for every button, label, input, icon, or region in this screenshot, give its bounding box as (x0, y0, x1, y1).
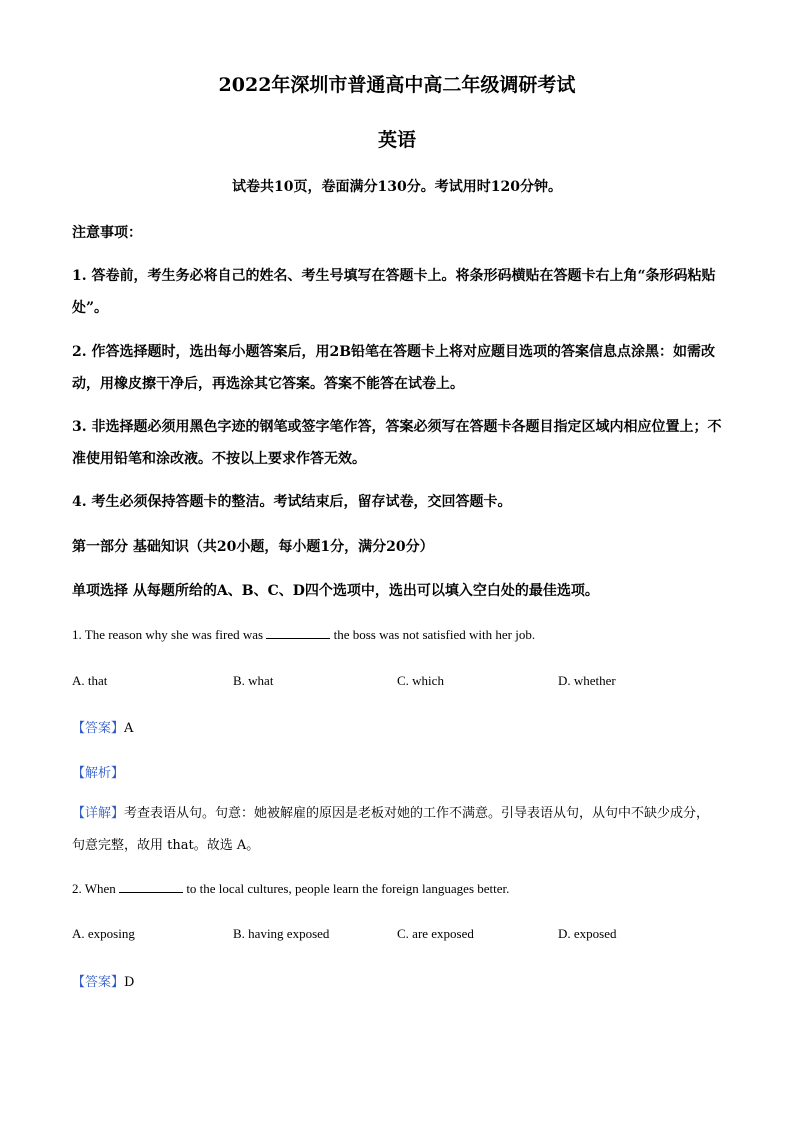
exam-info: 试卷共10页，卷面满分130分。考试用时120分钟。 (232, 179, 562, 195)
notice-item-3: 3. 非选择题必须用黑色字迹的钢笔或签字笔作答，答案必须写在答题卡各题目指定区域内相应位置上；不准使用铅笔和涂改液。不按以上要求作答无效。 (72, 419, 722, 467)
question-1-option-d: D. whether (558, 673, 616, 688)
question-1-option-c: C. which (397, 673, 444, 688)
answer-value: A (124, 721, 134, 736)
question-2 (72, 881, 732, 897)
question-2-option-c: C. are exposed (397, 926, 474, 941)
notice-heading: 注意事项： (72, 225, 142, 241)
part1-instruction: 单项选择 从每题所给的A、B、C、D四个选项中，选出可以填入空白处的最佳选项。 (72, 583, 599, 599)
question-1-option-b: B. what (233, 673, 274, 688)
part1-heading: 第一部分 基础知识（共20小题，每小题1分，满分20分） (72, 539, 434, 555)
notice-item-4: 4. 考生必须保持答题卡的整洁。考试结束后，留存试卷，交回答题卡。 (72, 494, 512, 510)
answer-label: 【答案】 (72, 721, 125, 736)
question-2-options (72, 926, 732, 944)
question-1-option-a: A. that (72, 673, 108, 688)
question-2-stem-end: to the local cultures, people learn the foreign languages better. (183, 881, 510, 896)
analysis-label: 【解析】 (72, 766, 125, 781)
question-1-blank (266, 627, 330, 639)
question-2-option-a: A. exposing (72, 926, 135, 941)
question-1-stem-end: the boss was not satisfied with her job. (330, 627, 536, 642)
question-2-blank (119, 881, 183, 893)
notice-item-1: 1. 答卷前，考生务必将自己的姓名、考生号填写在答题卡上。将条形码横贴在答题卡右上角“条形码粘贴处”。 (72, 268, 716, 316)
subject-title: 英语 (377, 129, 416, 151)
question-1 (72, 627, 732, 643)
detail-label: 【详解】 (72, 806, 125, 821)
question-1-options (72, 673, 732, 691)
answer-value: D (124, 975, 135, 990)
question-1-stem-start: 1. The reason why she was fired was (72, 627, 267, 642)
question-1-analysis (72, 762, 124, 781)
question-1-detail (72, 798, 722, 862)
exam-title: 2022年深圳市普通高中高二年级调研考试 (218, 74, 576, 96)
question-2-option-d: D. exposed (558, 926, 617, 941)
question-2-stem-start: 2. When (72, 881, 120, 896)
notice-item-2: 2. 作答选择题时，选出每小题答案后，用2B铅笔在答题卡上将对应题目选项的答案信息点涂黑：如需改动，用橡皮擦干净后，再选涂其它答案。答案不能答在试卷上。 (72, 344, 716, 392)
question-1-answer (72, 717, 133, 736)
detail-text: 考查表语从句。句意：她被解雇的原因是老板对她的工作不满意。引导表语从句，从句中不缺少成分，句意完整，故用 that。故选 A。 (72, 806, 710, 853)
question-2-option-b: B. having exposed (233, 926, 330, 941)
answer-label: 【答案】 (72, 975, 125, 990)
question-2-answer (72, 971, 134, 990)
